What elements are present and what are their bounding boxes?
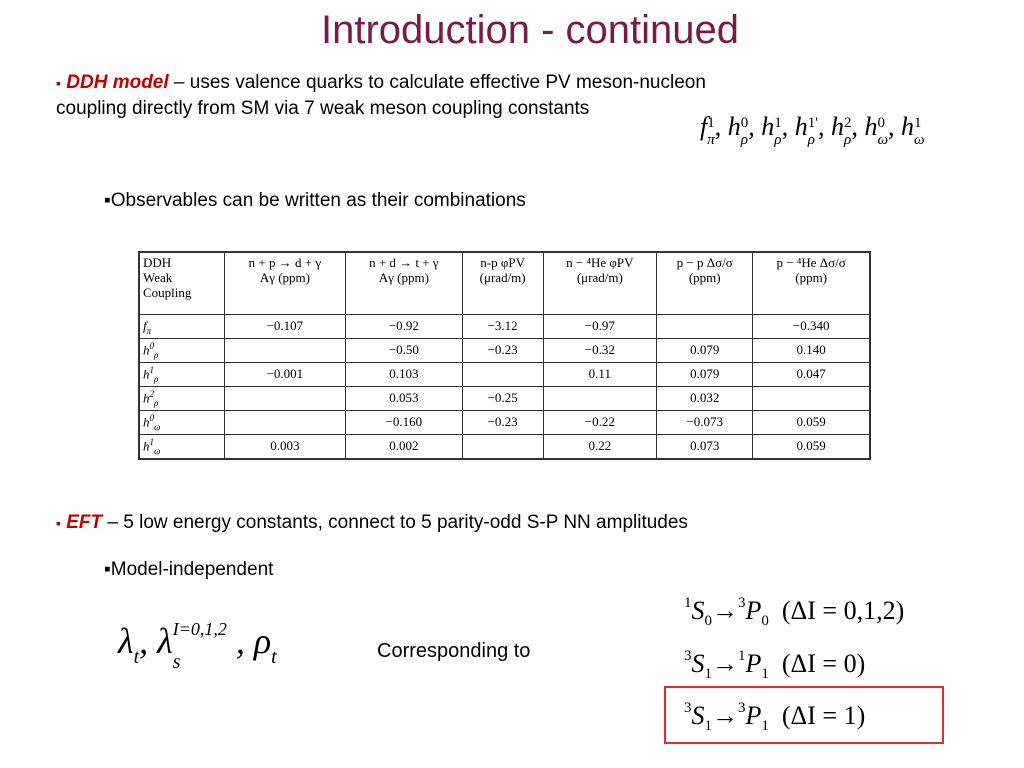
const-sub: ω: [877, 132, 889, 149]
const-sup: 1: [914, 115, 922, 132]
lambda-s-sub: s: [172, 650, 181, 673]
table-cell: −3.12: [462, 315, 543, 339]
table-cell: 0.002: [345, 434, 462, 458]
table-cell: −0.50: [345, 338, 462, 362]
table-cell: −0.107: [224, 315, 345, 339]
table-cell: 0.059: [753, 410, 870, 434]
eft-label: EFT: [66, 512, 103, 533]
table-cell: 0.103: [345, 362, 462, 386]
table-cell: −0.001: [224, 362, 345, 386]
table-header: n + d → t + γ Aγ (ppm): [345, 252, 462, 315]
const-sym: h: [727, 112, 741, 141]
rho-t: ρ: [253, 621, 272, 661]
table-row: [139, 362, 870, 386]
rho-t-sub: t: [271, 646, 277, 668]
const-sym: h: [830, 112, 844, 141]
table-row: [139, 410, 870, 434]
table-cell: 0.032: [657, 386, 753, 410]
table-cell: [753, 386, 870, 410]
table-cell: −0.23: [462, 338, 543, 362]
comma: ,: [139, 621, 158, 661]
ddh-label: DDH model: [66, 72, 169, 93]
table-cell: [224, 410, 345, 434]
table-header: DDH Weak Coupling: [139, 252, 224, 315]
table-cell: −0.23: [462, 410, 543, 434]
const-sym: h: [901, 112, 915, 141]
table-header-row: [139, 252, 870, 315]
table-cell: 0.059: [753, 434, 870, 458]
corresponding-label: Corresponding to: [377, 640, 531, 662]
lambda-t-sub: t: [133, 646, 140, 668]
table-cell: 0.079: [657, 362, 753, 386]
table-cell: 0.22: [543, 434, 657, 458]
row-coupling-symbol: $f_\pi$: [139, 315, 224, 339]
table-cell: 0.11: [543, 362, 657, 386]
table-cell: [224, 338, 345, 362]
table-cell: [462, 362, 543, 386]
ddh-text: – uses valence quarks to calculate effective PV meson-nucleon: [168, 72, 706, 93]
const-sup: 1: [774, 115, 782, 132]
const-sub: ρ: [807, 132, 815, 149]
transition-line: $^3S_1\to^1P_1$ (ΔI = 0): [684, 648, 866, 682]
coupling-constants-formula: f 1 π , h 0 ρ , h 1 ρ , h 1' ρ , h 2 ρ , h 0 ω , h 1 ω: [700, 112, 925, 149]
table-cell: 0.047: [753, 362, 870, 386]
table-cell: 0.140: [753, 338, 870, 362]
table-header: n − ⁴He φPV (μrad/m): [543, 252, 657, 315]
lambda-t: λ: [118, 621, 134, 661]
table-cell: [657, 315, 753, 339]
ddh-bullet-line: [56, 72, 706, 94]
table-cell: −0.160: [345, 410, 462, 434]
const-sym: f: [700, 112, 708, 141]
transition-line: $^1S_0\to^3P_0$ (ΔI = 0,1,2): [684, 595, 905, 629]
table-cell: [462, 434, 543, 458]
table-cell: −0.32: [543, 338, 657, 362]
table-row: [139, 338, 870, 362]
eft-constants-formula: [118, 618, 277, 673]
ddh-coupling-table: [138, 251, 871, 460]
const-sup: 0: [877, 115, 885, 132]
table-cell: [224, 386, 345, 410]
const-sub: ρ: [774, 132, 782, 149]
const-sub: ω: [914, 132, 925, 149]
table-cell: 0.073: [657, 434, 753, 458]
const-sym: h: [864, 112, 878, 141]
const-sym: h: [761, 112, 775, 141]
table-cell: −0.073: [657, 410, 753, 434]
table-cell: 0.053: [345, 386, 462, 410]
eft-bullet-line: [56, 512, 688, 534]
eft-text: – 5 low energy constants, connect to 5 parity-odd S-P NN amplitudes: [102, 512, 688, 533]
table-cell: 0.003: [224, 434, 345, 458]
table-row: [139, 386, 870, 410]
table-header: p − p Δσ/σ (ppm): [657, 252, 753, 315]
table-cell: −0.22: [543, 410, 657, 434]
comma: ,: [226, 621, 254, 661]
const-sup: 0: [740, 115, 749, 132]
table-cell: −0.92: [345, 315, 462, 339]
table-header: n-p φPV (μrad/m): [462, 252, 543, 315]
transition-line-highlighted: $^3S_1\to^3P_1$ (ΔI = 1): [684, 700, 866, 734]
table-cell: [543, 386, 657, 410]
bullet-icon: ▪: [56, 515, 61, 531]
const-sub: ρ: [843, 132, 852, 149]
const-sub: ρ: [740, 132, 748, 149]
table-row: [139, 315, 870, 339]
ddh-text-continued: coupling directly from SM via 7 weak meson coupling constants: [56, 98, 590, 119]
model-independent-bullet: ▪Model-independent: [104, 559, 274, 580]
highlight-box: [664, 686, 944, 744]
bullet-icon: ▪: [56, 75, 61, 91]
table-header: p − ⁴He Δσ/σ (ppm): [753, 252, 870, 315]
const-sup: 1: [707, 115, 715, 132]
table-cell: −0.25: [462, 386, 543, 410]
page-title: Introduction - continued: [320, 8, 740, 52]
table-header: n + p → d + γ Aγ (ppm): [224, 252, 345, 315]
const-sup: 1': [807, 115, 818, 132]
const-sup: 2: [843, 115, 852, 132]
table-cell: −0.97: [543, 315, 657, 339]
lambda-s: λ: [157, 621, 173, 661]
row-coupling-symbol: $h^0_\omega$: [139, 410, 224, 434]
table-row: [139, 434, 870, 458]
const-sym: h: [794, 112, 808, 141]
const-sub: π: [707, 132, 715, 149]
row-coupling-symbol: $h^2_\rho$: [139, 386, 224, 410]
observables-bullet: ▪Observables can be written as their combinations: [104, 190, 526, 211]
row-coupling-symbol: $h^0_\rho$: [139, 338, 224, 362]
row-coupling-symbol: $h^1_\omega$: [139, 434, 224, 458]
lambda-s-sup: I=0,1,2: [172, 618, 227, 639]
table-cell: −0.340: [753, 315, 870, 339]
row-coupling-symbol: $h^1_\rho$: [139, 362, 224, 386]
table-cell: 0.079: [657, 338, 753, 362]
